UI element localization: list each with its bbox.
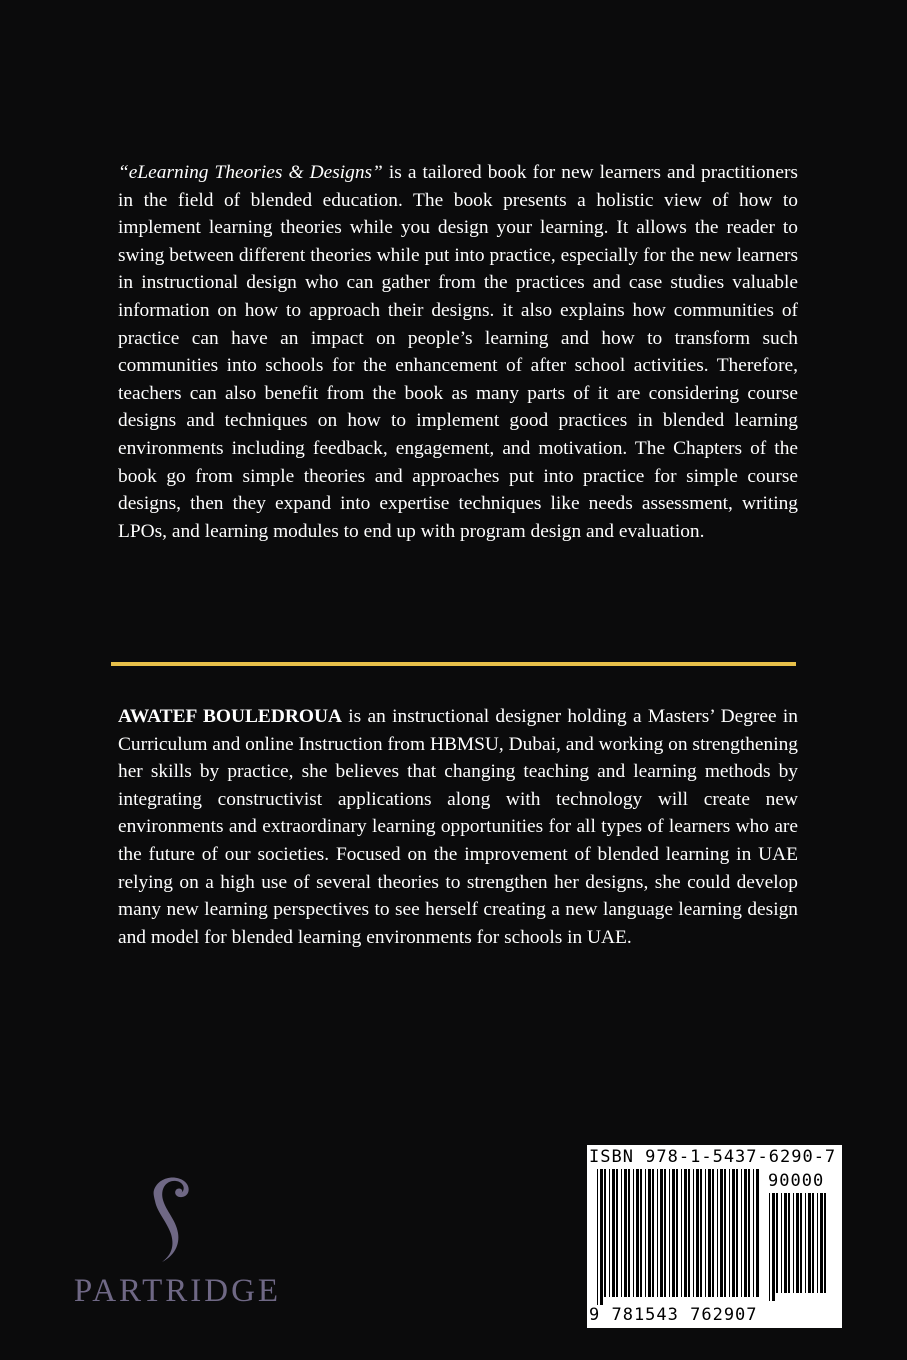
barcode-bar	[684, 1169, 687, 1297]
barcode-bar	[645, 1169, 646, 1297]
barcode-bar	[600, 1169, 603, 1305]
back-cover-blurb	[118, 159, 798, 545]
publisher-logo	[55, 1170, 300, 1315]
barcode-bar	[817, 1193, 818, 1293]
barcode-bar	[688, 1169, 690, 1297]
barcode-bar	[812, 1193, 814, 1293]
author-bio	[118, 703, 798, 951]
barcode-bar	[612, 1169, 615, 1297]
barcode-bar	[693, 1169, 694, 1297]
barcode-bar	[784, 1193, 787, 1293]
barcode-bar	[712, 1169, 714, 1297]
barcode-bar	[776, 1193, 778, 1293]
barcode-bar	[657, 1169, 658, 1297]
price-code: 90000	[768, 1171, 825, 1191]
blurb-text: is a tailored book for new learners and practitioners in the field of blended education. The book presents a holistic view of how to implement learning theories while you design your learning. It allows the reader to swing between different theories while put into practice, especially for the new learners in instructional design who can gather from the practices and case studies valuable information on how to approach their designs. it also explains how communities of practice can have an impact on people’s learning and how to transform such communities into schools for the enhancement of after school activities. Therefore, teachers can also benefit from the book as many parts of it are considering course designs and techniques on how to implement good practices in blended learning environments including feedback, engagement, and motivation. The Chapters of the book go from simple theories and approaches put into practice for simple course designs, then they expand into expertise techniques like needs assessment, writing LPOs, and learning modules to end up with program design and evaluation.	[118, 162, 798, 542]
barcode-bar	[621, 1169, 622, 1297]
barcode-bar	[640, 1169, 642, 1297]
barcode-bar	[633, 1169, 634, 1297]
barcode-bar	[824, 1193, 826, 1293]
barcode-bar	[696, 1169, 699, 1297]
barcode-bar	[609, 1169, 610, 1297]
barcode-bar	[741, 1169, 742, 1297]
barcode-bar	[788, 1193, 790, 1293]
isbn-number: ISBN 978-1-5437-6290-7	[589, 1147, 837, 1167]
barcode-bar	[604, 1169, 606, 1297]
barcode-bar	[724, 1169, 726, 1297]
barcode-bar	[793, 1193, 794, 1293]
barcode-bar	[681, 1169, 682, 1297]
barcode-bar	[732, 1169, 735, 1297]
barcode-bar	[820, 1193, 823, 1293]
barcode-bar	[597, 1169, 598, 1305]
barcode-bar	[772, 1193, 775, 1301]
barcode-bar	[800, 1193, 802, 1293]
barcode-bar	[756, 1169, 759, 1297]
barcode-bar	[720, 1169, 723, 1297]
partridge-bird-logo-icon	[140, 1170, 210, 1270]
barcode-bar	[753, 1169, 754, 1297]
barcode-bar	[624, 1169, 627, 1297]
gold-divider	[111, 662, 796, 666]
barcode-bar	[652, 1169, 654, 1297]
ean-digits: 9 781543 762907	[589, 1305, 758, 1325]
author-name: AWATEF BOULEDROUA	[118, 706, 342, 727]
barcode-bar	[808, 1193, 811, 1293]
barcode-bar	[660, 1169, 663, 1297]
barcode-bar	[672, 1169, 675, 1297]
barcode-bar	[705, 1169, 706, 1297]
barcode-bar	[744, 1169, 747, 1297]
barcode-bar	[628, 1169, 630, 1297]
publisher-name: PARTRIDGE	[73, 1273, 282, 1309]
barcode-bar	[736, 1169, 738, 1297]
barcode-bar	[796, 1193, 799, 1293]
addon-barcode-bars	[769, 1193, 831, 1301]
barcode-bar	[781, 1193, 782, 1293]
barcode-bar	[664, 1169, 666, 1297]
barcode-bar	[636, 1169, 639, 1297]
barcode-bar	[669, 1169, 670, 1297]
barcode-bar	[717, 1169, 718, 1297]
barcode-bar	[769, 1193, 770, 1301]
barcode-bar	[805, 1193, 806, 1293]
author-bio-text: is an instructional designer holding a Masters’ Degree in Curriculum and online Instruction from HBMSU, Dubai, and working on strengthening her skills by practice, she believes that changing teaching and learning methods by integrating constructivist applications along with technology will create new environments and extraordinary learning opportunities for all types of learners who are the future of our societies. Focused on the improvement of blended learning in UAE relying on a high use of several theories to strengthen her designs, she could develop many new learning perspectives to see herself creating a new language learning design and model for blended learning environments for schools in UAE.	[118, 706, 798, 948]
barcode-bar	[729, 1169, 730, 1297]
barcode-bar	[700, 1169, 702, 1297]
barcode-bar	[616, 1169, 618, 1297]
barcode-bar	[676, 1169, 678, 1297]
ean-barcode-bars	[597, 1169, 762, 1305]
barcode-bar	[748, 1169, 750, 1297]
barcode-bar	[708, 1169, 711, 1297]
book-title-reference: “eLearning Theories & Designs”	[118, 162, 383, 183]
isbn-barcode	[587, 1145, 842, 1328]
barcode-bar	[648, 1169, 651, 1297]
